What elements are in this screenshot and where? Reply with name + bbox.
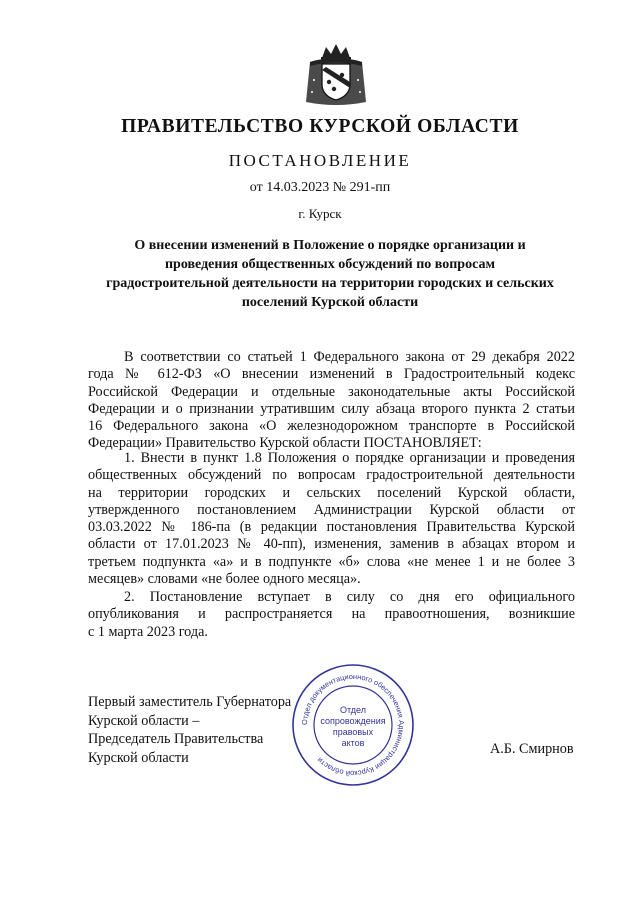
preamble-paragraph bbox=[88, 349, 575, 453]
subject-line: проведения общественных обсуждений по вопросам bbox=[164, 257, 496, 272]
signer-name: А.Б. Смирнов bbox=[490, 741, 574, 757]
text-line: с 1 марта 2023 года. bbox=[88, 623, 208, 640]
stamp-center-line: сопровождения bbox=[320, 716, 386, 726]
organization-title: ПРАВИТЕЛЬСТВО КУРСКОЙ ОБЛАСТИ bbox=[121, 116, 519, 137]
text-line: опубликования и распространяется на правоотношения, возникшие bbox=[88, 606, 575, 623]
text-line: 2. Постановление вступает в силу со дня его официального bbox=[124, 589, 575, 605]
official-stamp bbox=[290, 662, 416, 788]
text-line: Федерации» Правительство Курской области ПОСТАНОВЛЯЕТ: bbox=[88, 435, 482, 452]
city: г. Курск bbox=[298, 206, 342, 221]
position-line: Председатель Правительства bbox=[88, 731, 264, 747]
text-line: общественных обсуждений по вопросам градостроительной деятельности bbox=[88, 467, 575, 484]
clause-1-paragraph bbox=[88, 450, 575, 588]
position-line: Курской области bbox=[88, 749, 189, 766]
text-line: утвержденного постановлением Администрации Курской области от bbox=[88, 501, 575, 518]
position-line: Курской области – bbox=[88, 712, 200, 729]
date-and-number: от 14.03.2023 № 291-пп bbox=[249, 180, 391, 195]
document-type: ПОСТАНОВЛЕНИЕ bbox=[228, 151, 412, 170]
text-line: на территории городских и сельских поселений Курской области, bbox=[88, 484, 575, 501]
text-line: 03.03.2022 № 186-па (в редакции постановления Правительства Курской bbox=[88, 519, 575, 536]
stamp-ring-text: Отдел документационного обеспечения Администрации Курской области bbox=[299, 671, 407, 779]
stamp-center-line: Отдел bbox=[339, 705, 367, 715]
stamp-center-line: актов bbox=[341, 738, 365, 748]
subject-line: градостроительной деятельности на территории городских и сельских bbox=[106, 276, 554, 291]
text-line: В соответствии со статьей 1 Федерального закона от 29 декабря 2022 bbox=[124, 349, 575, 365]
stamp-center-line: правовых bbox=[332, 727, 374, 737]
subject-line: О внесении изменений в Положение о порядке организации и bbox=[134, 238, 526, 253]
signatory-position bbox=[88, 693, 291, 767]
clause-2-paragraph bbox=[88, 589, 575, 641]
text-line: 16 Федерального закона «О железнодорожном транспорте в Российской bbox=[88, 418, 575, 435]
kursk-coat-of-arms-icon bbox=[302, 40, 370, 108]
subject-line: поселений Курской области bbox=[241, 295, 419, 310]
text-line: третьем подпункта «а» и в подпункте «б» слова «не менее 1 и не более 3 bbox=[88, 553, 575, 570]
text-line: месяцев» словами «не более одного месяца». bbox=[88, 571, 361, 588]
subject-heading bbox=[80, 236, 580, 312]
text-line: Федерации и о признании утратившим силу абзаца второго пункта 2 статьи bbox=[88, 400, 575, 417]
text-line: Российской Федерации и отдельные законодательные акты Российской bbox=[88, 383, 575, 400]
position-line: Первый заместитель Губернатора bbox=[88, 694, 292, 710]
text-line: 1. Внести в пункт 1.8 Положения о порядке организации и проведения bbox=[124, 450, 575, 466]
text-line: года № 612-ФЗ «О внесении изменений в Градостроительный кодекс bbox=[88, 366, 575, 383]
text-line: области от 17.01.2023 № 40-пп), изменения, заменив в абзацах втором и bbox=[88, 536, 575, 553]
